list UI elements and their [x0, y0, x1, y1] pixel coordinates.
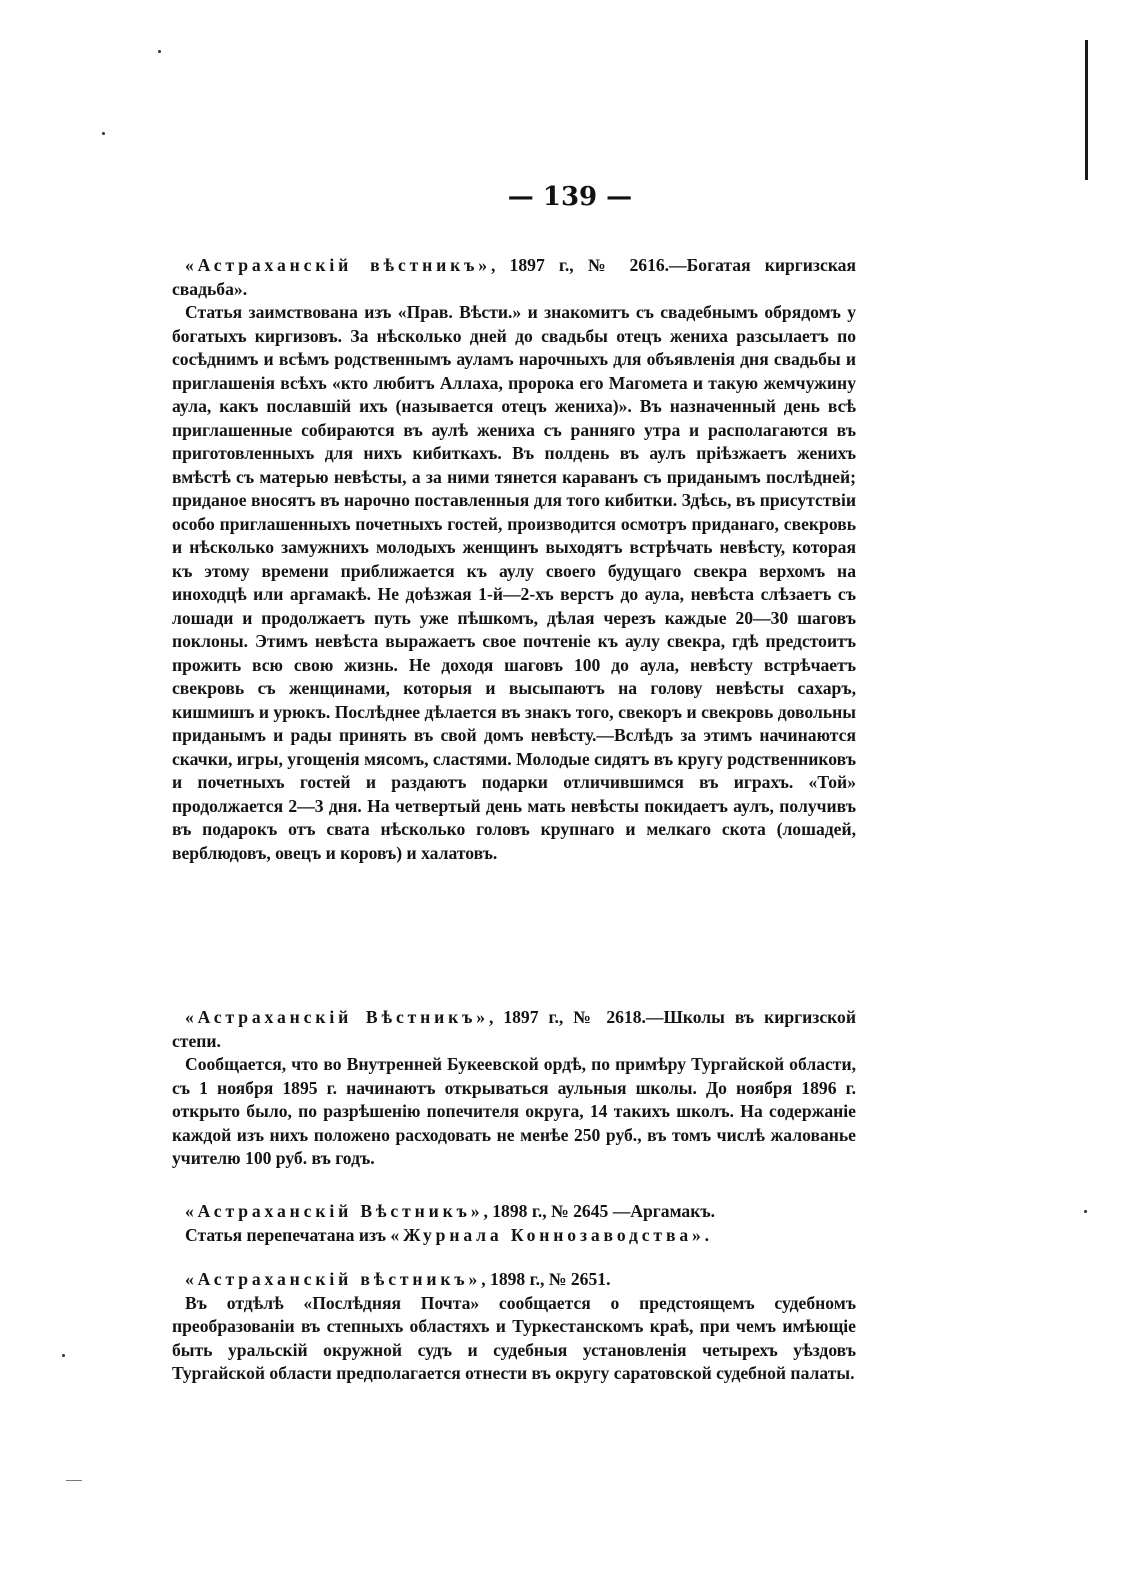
scan-speck [158, 50, 161, 53]
source-title: «Астраханскій Вѣстникъ» [185, 1201, 484, 1221]
entry-paragraph: Сообщается, что во Внутренней Букеевской ордѣ, по примѣру Тургайской области, съ 1 ноября 1895 г. начинаютъ открываться аульныя школы. До ноября 1896 г. открыто было, по разрѣшенію попечителя округа, 14 такихъ школъ. На содержаніе каждой изъ нихъ положено расходовать не менѣе 250 руб., въ томъ числѣ жалованье учителю 100 руб. въ годъ. [172, 1054, 856, 1168]
citation: , 1897 г., № 2618.—Школы въ киргизской степи. [172, 1007, 856, 1051]
source-title: «Астраханскій вѣстникъ» [185, 1269, 482, 1289]
entry-paragraph [172, 1224, 856, 1248]
citation: , 1898 г., № 2651. [481, 1269, 611, 1289]
scan-mark [66, 1480, 82, 1481]
source-title: «Астраханскій вѣстникъ» [185, 255, 491, 275]
reprint-source: «Журнала Коннозаводства» [390, 1224, 705, 1245]
entry-4 [172, 1268, 856, 1386]
scan-speck [102, 132, 105, 135]
source-title: «Астраханскій Вѣстникъ» [185, 1007, 489, 1027]
scan-edge-line [1085, 40, 1088, 180]
citation: , 1897 г., № 2616.—Богатая киргизская свадьба». [172, 255, 856, 299]
scan-speck [62, 1354, 65, 1357]
entry-2 [172, 1006, 856, 1171]
entry-heading [172, 1006, 856, 1053]
reprint-prefix: Статья перепечатана изъ [185, 1224, 391, 1245]
page-number: — 139 — [507, 182, 633, 212]
entry-1 [172, 254, 856, 865]
entry-heading [172, 254, 856, 301]
entry-3 [172, 1200, 856, 1247]
entry-paragraph: Въ отдѣлѣ «Послѣдняя Почта» сообщается о предстоящемъ судебномъ преобразованіи въ степныхъ областяхъ и Туркестанскомъ краѣ, при чемъ имѣющіе быть уральскій окружной судъ и судебныя установленія четырехъ уѣздовъ Тургайской области предполагается отнести въ округу саратовской судебной палаты. [172, 1292, 856, 1383]
scan-speck [1084, 1210, 1087, 1213]
reprint-suffix: . [704, 1224, 710, 1245]
entry-heading [172, 1268, 856, 1292]
citation: , 1898 г., № 2645 —Аргамакъ. [483, 1201, 716, 1221]
entry-heading [172, 1200, 856, 1224]
entry-paragraph: Статья заимствована изъ «Прав. Вѣсти.» и знакомитъ съ свадебнымъ обрядомъ у богатыхъ киргизовъ. За нѣсколько дней до свадьбы отецъ жениха разсылаетъ по сосѣднимъ и всѣмъ родственнымъ ауламъ нарочныхъ для объявленія дня свадьбы и приглашенія всѣхъ «кто любитъ Аллаха, пророка его Магомета и такую жемчужину аула, какъ пославшій ихъ (называется отецъ жениха)». Въ назначенный день всѣ приглашенные собираются въ аулѣ жениха съ ранняго утра и располагаются въ приготовленныхъ для нихъ кибиткахъ. Въ полдень въ аулъ пріѣзжаетъ женихъ вмѣстѣ съ матерью невѣсты, а за ними тянется караванъ съ приданымъ послѣдней; приданое вносятъ въ нарочно поставленныя для того кибитки. Здѣсь, въ присутствіи особо приглашенныхъ почетныхъ гостей, производится осмотръ приданаго, свекровь и нѣсколько замужнихъ молодыхъ женщинъ выходятъ встрѣчать невѣсту, которая къ этому времени приближается къ аулу своего будущаго свекра верхомъ на иноходцѣ или аргамакѣ. Не доѣзжая 1-й—2-хъ верстъ до аула, невѣста слѣзаетъ съ лошади и продолжаетъ путь уже пѣшкомъ, дѣлая черезъ каждые 20—30 шаговъ поклоны. Этимъ невѣста выражаетъ свое почтеніе къ аулу свекра, гдѣ предстоитъ прожить всю свою жизнь. Не доходя шаговъ 100 до аула, невѣсту встрѣчаетъ свекровь съ женщинами, которыя и высыпаютъ на голову невѣсты сахаръ, кишмишъ и урюкъ. Послѣднее дѣлается въ знакъ того, свекоръ и свекровь довольны приданымъ и рады принять въ свой домъ невѣсту.—Вслѣдъ за этимъ начинаются скачки, игры, угощенія мясомъ, сластями. Молодые сидятъ въ кругу родственниковъ и почетныхъ гостей и раздаютъ подарки отличившимся въ играхъ. «Той» продолжается 2—3 дня. На четвертый день мать невѣсты покидаетъ аулъ, получивъ въ подарокъ отъ свата нѣсколько головъ крупнаго и мелкаго скота (лошадей, верблюдовъ, овецъ и коровъ) и халатовъ. [172, 302, 856, 863]
